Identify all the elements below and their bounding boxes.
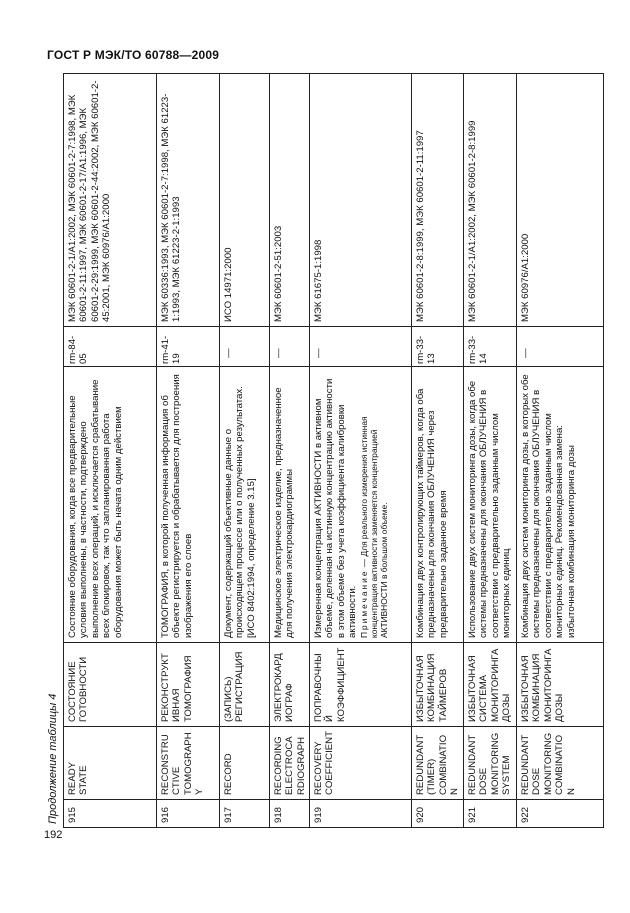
- term-references: МЭК 60336:1993, МЭК 60601-2-7:1998, МЭК 61223-1:1993, МЭК 61223-2-1:1993: [160, 93, 183, 322]
- table-row: [517, 73, 604, 828]
- term-russian: ЭЛЕКТРОКАРДИОГРАФ: [270, 642, 309, 726]
- term-english: REDUNDANT DOSE MONITORING SYSTEM: [464, 726, 516, 799]
- table-row: [270, 73, 310, 828]
- term-code: —: [517, 326, 603, 366]
- term-english: REDUNDANT (TIMER) COMBINATION: [412, 726, 463, 799]
- table-row: [464, 73, 517, 828]
- term-definition: Комбинация двух контролирующих таймеров, когда оба предназначены для окончания ОБЛУЧЕНИЯ через предварительно заданное время: [412, 366, 463, 642]
- term-code: rm-33-13: [412, 326, 463, 366]
- term-references: МЭК 60601-2-1/А1:2002, МЭК 60601-2-7:1998, МЭК 60601-2-11:1997, МЭК 60601-2-17/А1:1996, МЭК 60601-2-29:1999, МЭК 60601-2-44:2002, МЭК 60601-2-45:2001, МЭК 60976/А1:2000: [67, 80, 113, 322]
- term-references: МЭК 60601-2-51:2003: [273, 225, 284, 322]
- term-russian: СОСТОЯНИЕ ГОТОВНОСТИ: [64, 642, 156, 726]
- term-code: rm-84-05: [64, 326, 156, 366]
- term-number: 921: [464, 799, 516, 827]
- term-russian: ПОПРАВОЧНЫЙ КОЭФФИЦИЕНТ: [310, 642, 411, 726]
- term-english: RECORD: [220, 726, 269, 799]
- term-definition: Медицинское электрическое изделие, предназначенное для получения электрокардиограммы: [270, 366, 309, 642]
- table-row: [310, 73, 412, 828]
- term-references: МЭК 61675-1:1998: [313, 239, 324, 322]
- document-header: ГОСТ Р МЭК/ТО 60788—2009: [47, 48, 220, 62]
- term-english: REDUNDANT DOSE MONITORING COMBINATION: [517, 726, 603, 799]
- term-code: —: [270, 326, 309, 366]
- term-definition: Комбинация двух систем мониторинга дозы, в которых обе системы предназначены для окончания ОБЛУЧЕНИЯ в соответствии с предварительно заданным числом мониторных единиц. Рекомендованная замена: избыточная комбинация мониторинга дозы: [517, 366, 603, 642]
- term-code: —: [310, 326, 411, 366]
- term-definition: Документ, содержащий объективные данные о происходящем процессе или о полученных результатах. [ИСО 8402:1994, определение 3.15]: [220, 366, 269, 642]
- term-number: 919: [310, 799, 411, 827]
- term-english: RECOVERY COEFFICIENT: [310, 726, 411, 799]
- term-definition: Состояние оборудования, когда все предварительные условия выполнены, в частности, подтверждено выполнение всех операций, и исключается срабатывание всех блокировок, так что запланированная работа оборудования может быть начата одним действием: [64, 366, 156, 642]
- term-definition: ТОМОГРАФИЯ, в которой полученная информация об объекте регистрируется и обрабатывается для построения изображения его слоев: [157, 366, 219, 642]
- rotated-table-area: [46, 73, 606, 828]
- term-number: 917: [220, 799, 269, 827]
- term-number: 922: [517, 799, 603, 827]
- term-code: rm-41-19: [157, 326, 219, 366]
- terms-table: [63, 73, 606, 828]
- term-english: RECONSTRUCTIVE TOMOGRAPHY: [157, 726, 219, 799]
- term-number: 916: [157, 799, 219, 827]
- term-english: READY STATE: [64, 726, 156, 799]
- term-russian: РЕКОНСТРУКТИВНАЯ ТОМОГРАФИЯ: [157, 642, 219, 726]
- term-references: МЭК 60976/А1:2000: [520, 233, 531, 322]
- table-row: [63, 73, 157, 828]
- table-row: [412, 73, 464, 828]
- definition-note: Примечание — Для реального измерения истинная концентрация активности заменяется концентрацией АКТИВНОСТИ в большом объеме.: [358, 416, 390, 638]
- term-russian: ИЗБЫТОЧНАЯ КОМБИНАЦИЯ МОНИТОРИНГА ДОЗЫ: [517, 642, 603, 726]
- term-definition: [310, 366, 411, 642]
- rotated-content: [46, 73, 606, 828]
- term-definition: Использование двух систем мониторинга дозы, когда обе системы предназначены для окончания ОБЛУЧЕНИЯ в соответствии с предварительно заданным числом мониторных единиц: [464, 366, 516, 642]
- term-russian: ИЗБЫТОЧНАЯ СИСТЕМА МОНИТОРИНГА ДОЗЫ: [464, 642, 516, 726]
- term-code: rm-33-14: [464, 326, 516, 366]
- note-label: Примечание: [358, 569, 369, 638]
- note-text: Для реального измерения истинная концентрация активности заменяется концентрацией АКТИВНОСТИ в большом объеме.: [358, 416, 390, 638]
- definition-text: Измеренная концентрация АКТИВНОСТИ в активном объеме, деленная на истинную концентрацию активности в этом объеме без учета коэффициента калибровки активности.: [313, 378, 359, 638]
- page-number: 192: [44, 829, 63, 841]
- term-references: ИСО 14971:2000: [223, 247, 234, 322]
- table-continuation-caption: Продолжение таблицы 4: [47, 693, 59, 824]
- term-references: МЭК 60601-2-1/А1:2002, МЭК 60601-2-8:1999: [467, 120, 478, 322]
- term-number: 915: [64, 799, 156, 827]
- term-code: —: [220, 326, 269, 366]
- term-number: 918: [270, 799, 309, 827]
- term-references: МЭК 60601-2-8:1999, МЭК 60601-2-11:1997: [415, 130, 426, 322]
- term-russian: (ЗАПИСЬ) РЕГИСТРАЦИЯ: [220, 642, 269, 726]
- table-row: [220, 73, 270, 828]
- term-russian: ИЗБЫТОЧНАЯ КОМБИНАЦИЯ ТАЙМЕРОВ: [412, 642, 463, 726]
- table-row: [157, 73, 220, 828]
- term-number: 920: [412, 799, 463, 827]
- term-english: RECORDING ELECTROCARDIOGRAPH: [270, 726, 309, 799]
